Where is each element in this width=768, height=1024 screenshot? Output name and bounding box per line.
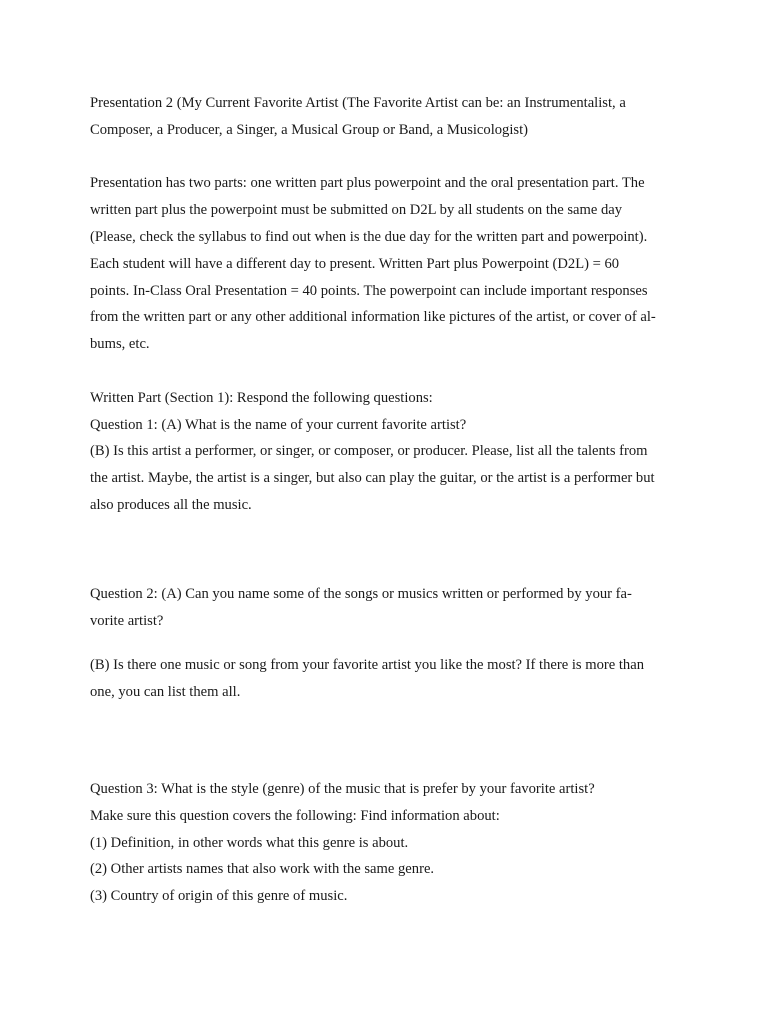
intro-line: Each student will have a different day to present. Written Part plus Powerpoint (D2L) = 60 (90, 255, 620, 272)
title-line: Presentation 2 (My Current Favorite Artist (The Favorite Artist can be: an Instrumentalist, a (90, 95, 626, 111)
document-page (90, 90, 690, 910)
presentation-title (90, 90, 690, 144)
question-1b-line: also produces all the music. (90, 496, 252, 513)
intro-line: points. In-Class Oral Presentation = 40 points. The powerpoint can include important responses (90, 282, 648, 299)
question-1b-line: the artist. Maybe, the artist is a singer, but also can play the guitar, or the artist is a performer but (90, 470, 655, 487)
question-3-line: (3) Country of origin of this genre of music. (90, 888, 348, 905)
intro-line: bums, etc. (90, 336, 150, 353)
intro-line: (Please, check the syllabus to find out when is the due day for the written part and powerpoint). (90, 228, 648, 245)
question-1b-line: (B) Is this artist a performer, or singer, or composer, or producer. Please, list all the talents from (90, 443, 648, 460)
question-2b-line: (B) Is there one music or song from your favorite artist you like the most? If there is more than (90, 657, 645, 674)
question-3-line: (2) Other artists names that also work with the same genre. (90, 861, 435, 878)
title-line: Composer, a Producer, a Singer, a Musical Group or Band, a Musicologist) (90, 121, 529, 138)
question-3-line: (1) Definition, in other words what this genre is about. (90, 834, 409, 851)
question-1a: Question 1: (A) What is the name of your current favorite artist? (90, 416, 467, 433)
intro-line: from the written part or any other additional information like pictures of the artist, or cover of al- (90, 309, 656, 326)
spacer (90, 706, 690, 776)
spacer (90, 634, 690, 652)
intro-paragraph (90, 170, 690, 358)
question-3 (90, 776, 690, 910)
question-2b-line: one, you can list them all. (90, 684, 241, 701)
section-1 (90, 385, 690, 519)
question-3-line: Make sure this question covers the following: Find information about: (90, 807, 500, 824)
intro-line: Presentation has two parts: one written part plus powerpoint and the oral presentation part. The (90, 175, 645, 192)
section-heading: Written Part (Section 1): Respond the following questions: (90, 389, 433, 406)
question-2a-line: vorite artist? (90, 612, 164, 629)
intro-line: written part plus the powerpoint must be submitted on D2L by all students on the same day (90, 202, 623, 219)
question-2a-line: Question 2: (A) Can you name some of the songs or musics written or performed by your fa- (90, 585, 632, 602)
spacer (90, 519, 690, 581)
question-3-line: Question 3: What is the style (genre) of the music that is prefer by your favorite artist? (90, 780, 595, 797)
question-2 (90, 581, 690, 706)
